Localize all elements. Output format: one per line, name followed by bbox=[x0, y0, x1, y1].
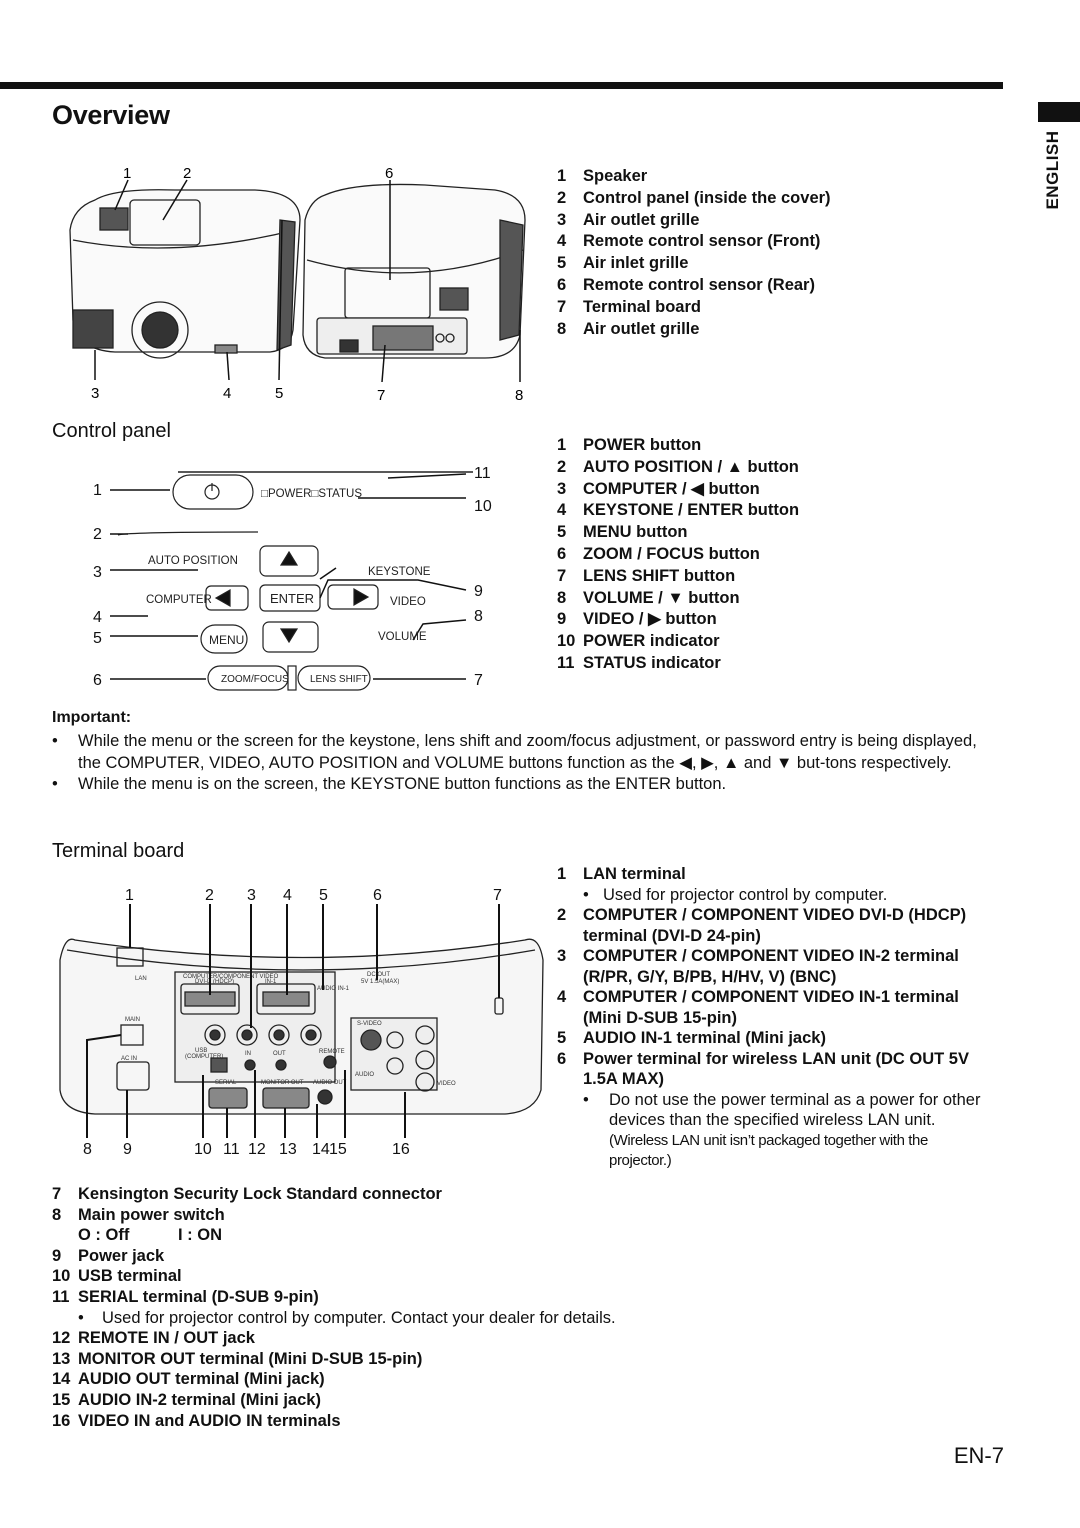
callout-7: 7 bbox=[474, 672, 483, 689]
video-label: VIDEO bbox=[390, 596, 426, 608]
callout-13: 13 bbox=[279, 1141, 297, 1158]
callout-1: 1 bbox=[93, 482, 102, 499]
lan-label: LAN bbox=[135, 976, 147, 982]
control-panel-heading: Control panel bbox=[52, 420, 171, 442]
audio-out-label: AUDIO OUT bbox=[313, 1080, 347, 1086]
list-item: 15 AUDIO IN-2 terminal (Mini jack) bbox=[52, 1390, 321, 1409]
callout-8: 8 bbox=[515, 387, 524, 404]
overview-list bbox=[557, 166, 877, 340]
list-note: (Wireless LAN unit isn’t packaged together with the projector.) bbox=[609, 1131, 928, 1169]
callout-4: 4 bbox=[283, 887, 292, 904]
remote-in-label: IN bbox=[245, 1051, 251, 1057]
list-item: 13 MONITOR OUT terminal (Mini D-SUB 15-pin) bbox=[52, 1349, 423, 1368]
remote-label: REMOTE bbox=[319, 1049, 345, 1055]
list-item: 7 Terminal board bbox=[557, 297, 701, 316]
audio-in-label: AUDIO IN-1 bbox=[317, 986, 350, 992]
callout-8: 8 bbox=[474, 608, 483, 625]
callout-10: 10 bbox=[474, 498, 492, 515]
callout-3: 3 bbox=[91, 385, 100, 402]
callout-5: 5 bbox=[275, 385, 284, 402]
language-tab-bar bbox=[1038, 102, 1080, 122]
list-item: 8 Main power switch bbox=[52, 1205, 225, 1224]
dc-spec-label: 5V 1.5A(MAX) bbox=[361, 979, 400, 985]
terminal-board-diagram bbox=[55, 880, 550, 1160]
callout-2: 2 bbox=[93, 526, 102, 543]
terminal-board-list-right bbox=[557, 864, 992, 1172]
callout-7: 7 bbox=[493, 887, 502, 904]
terminal-board-heading: Terminal board bbox=[52, 840, 185, 862]
list-subitem: • Used for projector control by computer. Contact your dealer for details. bbox=[78, 1308, 616, 1327]
list-item: 3 COMPUTER / COMPONENT VIDEO IN-2 terminal (R/PR, G/Y, B/PB, H/HV, V) (BNC) bbox=[557, 947, 959, 986]
callout-3: 3 bbox=[247, 887, 256, 904]
terminal-board-list-bottom bbox=[52, 1184, 752, 1431]
callout-2: 2 bbox=[183, 165, 192, 182]
list-item: 5 AUDIO IN-1 terminal (Mini jack) bbox=[557, 1029, 826, 1047]
usb-label: USB bbox=[195, 1048, 208, 1054]
list-item: 6 Remote control sensor (Rear) bbox=[557, 275, 815, 294]
zoom-focus-label: ZOOM/FOCUS bbox=[221, 674, 289, 685]
list-item: 8 VOLUME / ▼ button bbox=[557, 588, 740, 607]
auto-position-label: AUTO POSITION bbox=[148, 555, 238, 567]
list-item: 12 REMOTE IN / OUT jack bbox=[52, 1329, 255, 1348]
list-item: 3 Air outlet grille bbox=[557, 210, 700, 229]
list-item: 16 VIDEO IN and AUDIO IN terminals bbox=[52, 1411, 341, 1430]
list-item: 7 LENS SHIFT button bbox=[557, 566, 736, 585]
list-item: 4 COMPUTER / COMPONENT VIDEO IN-1 terminal (Mini D-SUB 15-pin) bbox=[557, 988, 959, 1027]
callout-3: 3 bbox=[93, 564, 102, 581]
list-item: 2 AUTO POSITION / ▲ button bbox=[557, 457, 799, 476]
callout-16: 16 bbox=[392, 1141, 410, 1158]
callout-5: 5 bbox=[319, 887, 328, 904]
callout-11: 11 bbox=[223, 1141, 240, 1158]
svideo-label: S-VIDEO bbox=[357, 1021, 382, 1027]
control-panel-list bbox=[557, 435, 887, 675]
language-tab: ENGLISH bbox=[1043, 130, 1062, 210]
callout-12: 12 bbox=[248, 1141, 266, 1158]
in1-label: IN-1 bbox=[265, 979, 277, 985]
callout-10: 10 bbox=[194, 1141, 212, 1158]
audio-label: AUDIO bbox=[355, 1072, 375, 1078]
list-item: 5 Air inlet grille bbox=[557, 254, 689, 273]
main-label: MAIN bbox=[125, 1017, 140, 1023]
power-status-label: □POWER□STATUS bbox=[261, 488, 362, 500]
list-item: 1 POWER button bbox=[557, 436, 702, 454]
list-subitem: • Do not use the power terminal as a power for other devices than the specified wireless LAN unit. bbox=[583, 1090, 981, 1129]
usb-sub-label: (COMPUTER) bbox=[185, 1054, 224, 1060]
list-item: 4 Remote control sensor (Front) bbox=[557, 232, 821, 251]
callout-6: 6 bbox=[385, 165, 394, 182]
list-item: 3 COMPUTER / ◀ button bbox=[557, 479, 760, 498]
callout-11: 11 bbox=[474, 465, 491, 482]
list-subitem: • Used for projector control by computer. bbox=[583, 885, 888, 904]
enter-label: ENTER bbox=[270, 591, 315, 606]
callout-15: 15 bbox=[329, 1141, 347, 1158]
serial-label: SERIAL bbox=[215, 1080, 237, 1086]
list-item: 2 COMPUTER / COMPONENT VIDEO DVI-D (HDCP) terminal (DVI-D 24-pin) bbox=[557, 906, 967, 945]
list-item: 10 USB terminal bbox=[52, 1267, 182, 1286]
callout-1: 1 bbox=[125, 887, 134, 904]
callout-14: 14 bbox=[312, 1141, 330, 1158]
callout-1: 1 bbox=[123, 165, 132, 182]
list-item: 1 LAN terminal bbox=[557, 865, 686, 883]
lens-shift-label: LENS SHIFT bbox=[310, 674, 368, 685]
important-heading: Important: bbox=[52, 709, 132, 726]
page-number: EN-7 bbox=[953, 1443, 1004, 1468]
control-panel-diagram bbox=[88, 460, 508, 692]
callout-5: 5 bbox=[93, 630, 102, 647]
list-item: 2 Control panel (inside the cover) bbox=[557, 188, 831, 207]
callout-4: 4 bbox=[93, 609, 102, 626]
page-title: Overview bbox=[52, 100, 170, 130]
callout-2: 2 bbox=[205, 887, 214, 904]
bullet-item: • While the menu is on the screen, the KEYSTONE button functions as the ENTER button. bbox=[52, 775, 727, 793]
list-item: 14 AUDIO OUT terminal (Mini jack) bbox=[52, 1370, 325, 1389]
remote-out-label: OUT bbox=[273, 1051, 286, 1057]
dvi-label: DVI-D (HDCP) bbox=[195, 979, 234, 985]
important-bullets bbox=[52, 731, 992, 796]
callout-4: 4 bbox=[223, 385, 232, 402]
callout-6: 6 bbox=[373, 887, 382, 904]
video-label: VIDEO bbox=[437, 1081, 456, 1087]
switch-states: O : Off I : ON bbox=[78, 1226, 222, 1245]
computer-label: COMPUTER bbox=[146, 594, 212, 606]
menu-label: MENU bbox=[209, 633, 245, 647]
callout-9: 9 bbox=[123, 1141, 132, 1158]
list-item: 4 KEYSTONE / ENTER button bbox=[557, 501, 800, 520]
list-item: 6 ZOOM / FOCUS button bbox=[557, 544, 760, 563]
list-item: 7 Kensington Security Lock Standard connector bbox=[52, 1185, 442, 1203]
keystone-label: KEYSTONE bbox=[368, 566, 431, 578]
list-item: 9 VIDEO / ▶ button bbox=[557, 610, 717, 629]
callout-6: 6 bbox=[93, 672, 102, 689]
ac-in-label: AC IN bbox=[121, 1056, 138, 1062]
monitor-out-label: MONITOR OUT bbox=[261, 1080, 304, 1086]
dc-out-label: DC OUT bbox=[367, 972, 390, 978]
callout-7: 7 bbox=[377, 387, 386, 404]
projector-overview-diagram bbox=[55, 160, 545, 410]
callout-9: 9 bbox=[474, 583, 483, 600]
ccv-label: COMPUTER/COMPONENT VIDEO bbox=[183, 974, 279, 980]
list-item: 9 Power jack bbox=[52, 1246, 165, 1265]
list-item: 6 Power terminal for wireless LAN unit (DC OUT 5V 1.5A MAX) bbox=[557, 1049, 969, 1088]
list-item: 1 Speaker bbox=[557, 167, 648, 185]
list-item: 11 STATUS indicator bbox=[557, 653, 721, 672]
callout-8: 8 bbox=[83, 1141, 92, 1158]
volume-label: VOLUME bbox=[378, 631, 427, 643]
bullet-item: • While the menu or the screen for the keystone, lens shift and zoom/focus adjustment, or password entry is being displayed, the COMPUTER, VIDEO, AUTO POSITION and VOLUME buttons function as the ◀, ▶, ▲ and ▼ but-tons respectively. bbox=[52, 732, 977, 772]
top-rule bbox=[0, 82, 1003, 89]
list-item: 10 POWER indicator bbox=[557, 632, 720, 651]
list-item: 8 Air outlet grille bbox=[557, 319, 700, 338]
list-item: 5 MENU button bbox=[557, 523, 688, 542]
list-item: 11 SERIAL terminal (D-SUB 9-pin) bbox=[52, 1287, 319, 1306]
